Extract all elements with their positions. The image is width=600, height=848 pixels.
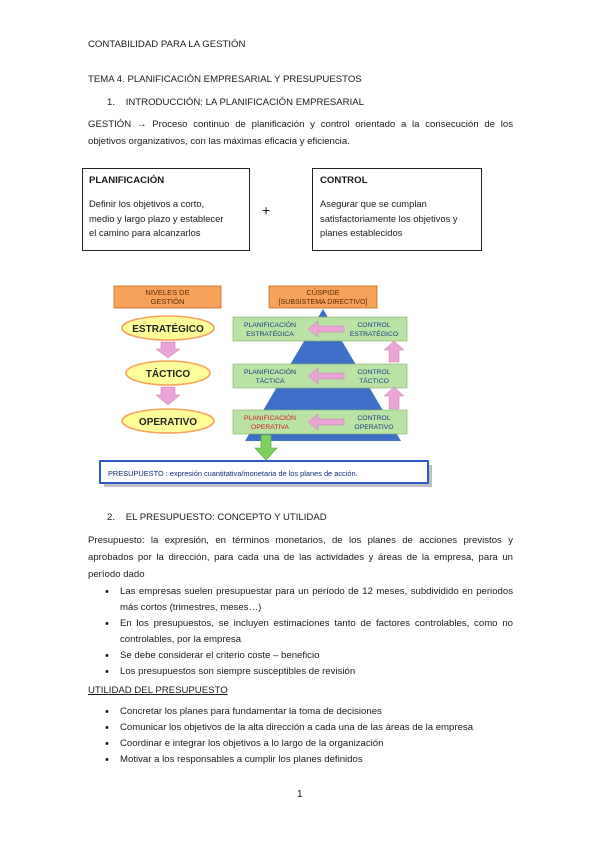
control-operativo-line1: CONTROL (357, 415, 391, 422)
arrow-right-icon: → (136, 119, 147, 130)
level-operativo-label: OPERATIVO (138, 417, 198, 428)
list-item: • En los presupuestos, se incluyen estimaciones tanto de factores controlables, como no controlables, por la empresa (88, 616, 513, 648)
up-arrow-icon (384, 341, 404, 362)
planificacion-line: medio y largo plazo y establecer (89, 212, 224, 224)
gestion-term: GESTIÓN (88, 119, 132, 130)
gestion-text: Proceso continuo de planificación y control orientado a la consecución de los objetivos organizativos, con las máximas eficacia y eficiencia. (88, 119, 513, 147)
list-item: • Coordinar e integrar los objetivos a lo largo de la organización (88, 736, 513, 752)
section-2-number: 2. (107, 512, 116, 523)
control-line: planes establecidos (320, 227, 403, 238)
plan-operativa-line1: PLANIFICACIÓN (243, 415, 297, 422)
control-line: Asegurar que se cumplan (320, 198, 427, 209)
section-2-heading (107, 511, 327, 524)
control-description (320, 197, 458, 241)
level-tactico-label: TÁCTICO (145, 369, 191, 380)
plan-tactica-line2: TÁCTICA (255, 378, 285, 385)
plus-sign: + (262, 202, 271, 218)
list-item: • Los presupuestos son siempre susceptibles de revisión (88, 664, 513, 680)
planificacion-description (89, 197, 223, 241)
control-box (312, 168, 482, 251)
cuspide-header-line1: CÚSPIDE (306, 288, 340, 297)
planificacion-box (82, 168, 250, 251)
control-title: CONTROL (320, 175, 368, 186)
niveles-header-line2: GESTIÓN (150, 297, 185, 306)
presupuesto-bullet-list (88, 584, 513, 680)
list-item: • Las empresas suelen presupuestar para un período de 12 meses, subdividido en periodos más cortos (trimestres, meses…) (88, 584, 513, 616)
utilidad-bullet-list (88, 704, 513, 768)
level-estrategico-label: ESTRATÉGICO (132, 324, 204, 335)
up-arrow-icon (384, 387, 404, 409)
section-1-heading (107, 96, 364, 109)
plan-operativa-line2: OPERATIVA (251, 424, 289, 431)
management-levels-diagram (96, 274, 441, 496)
plan-tactica-line1: PLANIFICACIÓN (243, 369, 297, 376)
gestion-definition (88, 116, 513, 150)
control-estrategico-line1: CONTROL (357, 322, 391, 329)
list-item: • Se debe considerar el criterio coste – beneficio (88, 648, 513, 664)
section-1-number: 1. (107, 97, 116, 108)
niveles-header-line1: NIVELES DE (145, 288, 190, 297)
list-item: • Concretar los planes para fundamentar la toma de decisiones (88, 704, 513, 720)
section-2-title: EL PRESUPUESTO: CONCEPTO Y UTILIDAD (125, 512, 327, 523)
down-arrow-icon (156, 342, 180, 358)
document-header: CONTABILIDAD PARA LA GESTIÓN (88, 39, 246, 50)
utilidad-heading: UTILIDAD DEL PRESUPUESTO (88, 685, 228, 696)
control-operativo-line2: OPERATIVO (354, 424, 394, 431)
planificacion-line: el camino para alcanzarlos (89, 227, 201, 238)
section-1-title: INTRODUCCIÓN: LA PLANIFICACIÓN EMPRESARIAL (125, 97, 364, 108)
control-estrategico-line2: ESTRATÉGICO (349, 331, 399, 338)
presupuesto-banner-text: PRESUPUESTO : expresión cuantitativa/monetaria de los planes de acción. (108, 469, 358, 478)
plan-estrategica-line1: PLANIFICACIÓN (243, 322, 297, 329)
control-tactico-line2: TÁCTICO (359, 378, 389, 385)
cuspide-header-line2: [SUBSISTEMA DIRECTIVO] (278, 299, 368, 306)
list-item: • Comunicar los objetivos de la alta dirección a cada una de las áreas de la empresa (88, 720, 513, 736)
plan-estrategica-line2: ESTRATÉGICA (246, 331, 294, 338)
page-number: 1 (297, 789, 303, 800)
presupuesto-definition: Presupuesto: la expresión, en términos monetarios, de los planes de acciones previstos y aprobados por la dirección, para cada una de las actividades y áreas de la empresa, para un período dado (88, 535, 513, 580)
control-tactico-line1: CONTROL (357, 369, 391, 376)
down-arrow-icon (156, 387, 180, 405)
control-line: satisfactoriamente los objetivos y (320, 212, 458, 224)
list-item: • Motivar a los responsables a cumplir los planes definidos (88, 752, 513, 768)
planificacion-title: PLANIFICACIÓN (89, 175, 165, 186)
topic-title: TEMA 4. PLANIFICACIÓN EMPRESARIAL Y PRESUPUESTOS (88, 74, 362, 85)
planificacion-line: Definir los objetivos a corto, (89, 198, 205, 209)
